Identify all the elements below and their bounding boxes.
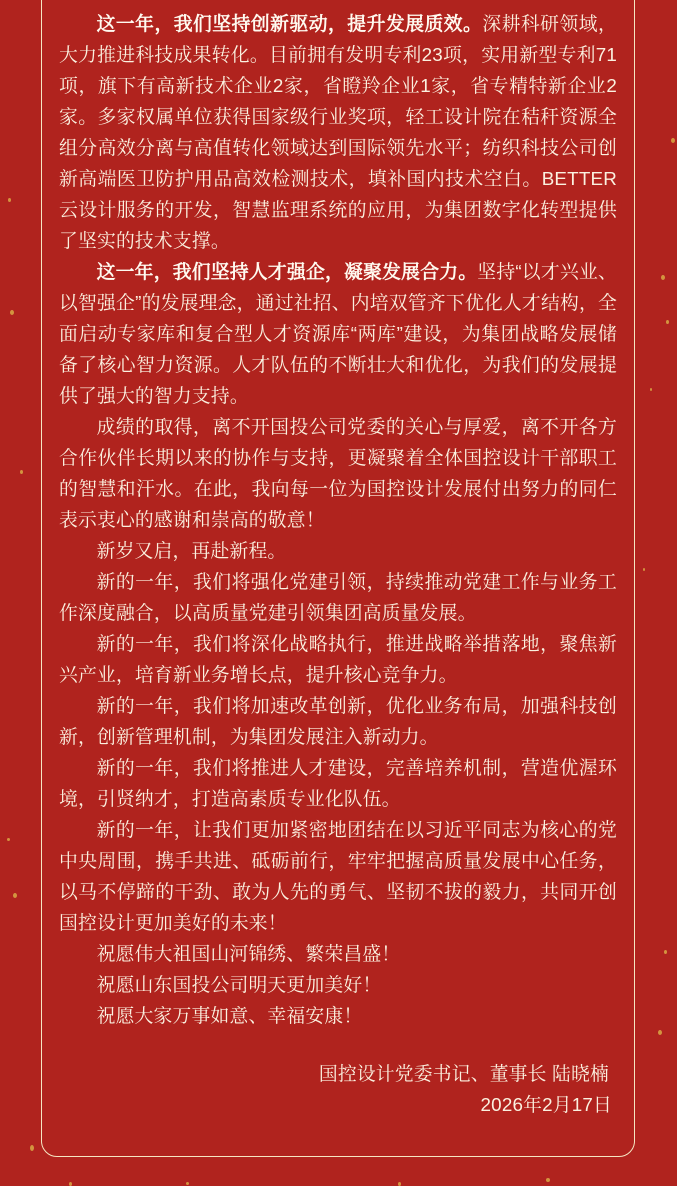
gold-speckle bbox=[650, 388, 652, 391]
paragraph bbox=[59, 969, 617, 1000]
gold-speckle bbox=[186, 1182, 189, 1185]
gold-speckle bbox=[8, 198, 11, 202]
letter-body bbox=[59, 8, 617, 1120]
paragraph-body: 祝愿大家万事如意、幸福安康！ bbox=[96, 1005, 363, 1026]
signature-line: 国控设计党委书记、董事长 陆晓楠 bbox=[318, 1063, 609, 1084]
gold-speckle bbox=[546, 1178, 550, 1182]
paragraph bbox=[59, 535, 617, 566]
paragraph-body: 新的一年，我们将深化战略执行，推进战略举措落地，聚焦新兴产业，培育新业务增长点，提升核心竞争力。 bbox=[59, 633, 617, 685]
date-line: 2026年2月17日 bbox=[480, 1094, 612, 1115]
paragraph-body: 祝愿伟大祖国山河锦绣、繁荣昌盛！ bbox=[96, 943, 401, 964]
paragraph-body: 新的一年，让我们更加紧密地团结在以习近平同志为核心的党中央周围，携手共进、砥砺前行，牢牢把握高质量发展中心任务，以马不停蹄的干劲、敢为人先的勇气、坚韧不拔的毅力，共同开创国控设计更加美好的未来！ bbox=[59, 819, 617, 933]
paragraph-body: 新的一年，我们将加速改革创新，优化业务布局，加强科技创新，创新管理机制，为集团发展注入新动力。 bbox=[59, 695, 617, 747]
paragraph bbox=[59, 690, 617, 752]
paragraph-lead: 这一年，我们坚持创新驱动，提升发展质效。 bbox=[96, 13, 483, 34]
gold-speckle bbox=[7, 838, 10, 841]
paragraph-body: 新岁又启，再赴新程。 bbox=[96, 540, 287, 561]
gold-speckle bbox=[20, 470, 23, 474]
paragraph bbox=[59, 628, 617, 690]
gold-speckle bbox=[671, 138, 675, 143]
paragraph-body: 坚持“以才兴业、以智强企”的发展理念，通过社招、内培双管齐下优化人才结构，全面启动专家库和复合型人才资源库“两库”建设，为集团战略发展储备了核心智力资源。人才队伍的不断壮大和优化，为我们的发展提供了强大的智力支持。 bbox=[59, 261, 617, 406]
signoff-block bbox=[59, 1058, 617, 1120]
gold-speckle bbox=[13, 893, 17, 898]
paragraph bbox=[59, 8, 617, 256]
gold-speckle bbox=[10, 310, 14, 315]
paragraph-body: 祝愿山东国投公司明天更加美好！ bbox=[96, 974, 382, 995]
gold-speckle bbox=[661, 275, 665, 280]
gold-speckle bbox=[664, 950, 667, 954]
paragraph-lead: 这一年，我们坚持人才强企，凝聚发展合力。 bbox=[96, 261, 478, 282]
paragraph bbox=[59, 752, 617, 814]
gold-speckle bbox=[30, 1145, 34, 1151]
paragraph bbox=[59, 1000, 617, 1031]
paragraph-body: 新的一年，我们将推进人才建设，完善培养机制，营造优渥环境，引贤纳才，打造高素质专业化队伍。 bbox=[59, 757, 617, 809]
gold-speckle bbox=[658, 1030, 662, 1035]
page-bottom-strip bbox=[0, 1186, 677, 1199]
gold-speckle bbox=[643, 568, 645, 571]
paragraph-body: 新的一年，我们将强化党建引领，持续推动党建工作与业务工作深度融合，以高质量党建引领集团高质量发展。 bbox=[59, 571, 617, 623]
paragraph bbox=[59, 938, 617, 969]
paragraph bbox=[59, 256, 617, 411]
paragraph-body: 成绩的取得，离不开国投公司党委的关心与厚爱，离不开各方合作伙伴长期以来的协作与支持，更凝聚着全体国控设计干部职工的智慧和汗水。在此，我向每一位为国控设计发展付出努力的同仁表示衷心的感谢和崇高的敬意！ bbox=[59, 416, 617, 530]
paragraph bbox=[59, 814, 617, 938]
paragraph-body: 深耕科研领域，大力推进科技成果转化。目前拥有发明专利23项，实用新型专利71项，旗下有高新技术企业2家，省瞪羚企业1家，省专精特新企业2家。多家权属单位获得国家级行业奖项，轻工设计院在秸秆资源全组分高效分离与高值转化领域达到国际领先水平；纺织科技公司创新高端医卫防护用品高效检测技术，填补国内技术空白。BETTER云设计服务的开发，智慧监理系统的应用，为集团数字化转型提供了坚实的技术支撑。 bbox=[59, 13, 618, 251]
paragraph bbox=[59, 411, 617, 535]
gold-speckle bbox=[666, 320, 669, 324]
paragraph bbox=[59, 566, 617, 628]
